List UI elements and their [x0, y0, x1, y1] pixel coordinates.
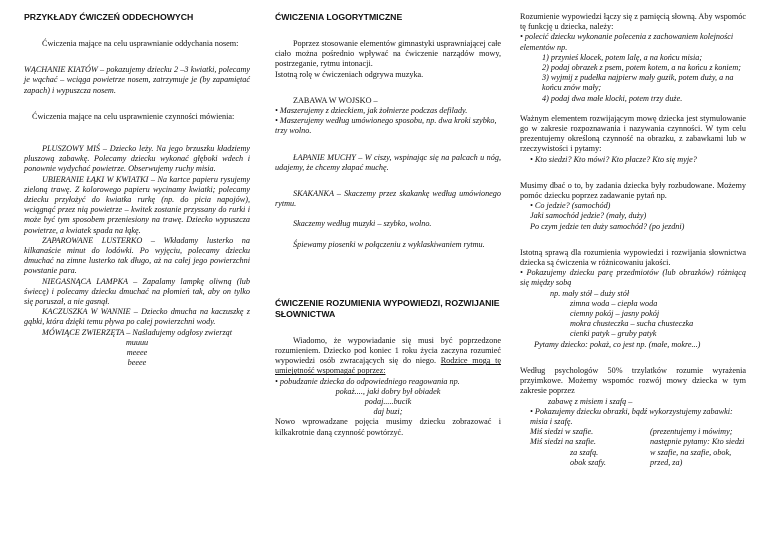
animal-sound: muuuu — [125, 337, 149, 347]
game-army-line: • Maszerujemy według umówionego sposobu, np. dwa kroki szybko, trzy wolno. — [275, 116, 497, 136]
quality-pair: ciemny pokój – jasny pokój — [570, 309, 660, 319]
comprehension-title: ĆWICZENIE ROZUMIENIA WYPOWIEDZI, ROZWIJANIE SŁOWNICTWA — [275, 297, 500, 319]
memory-step: 3) wyjmij z pudełka najpierw mały guzik, potem duży, a na końcu znów mały; — [542, 73, 734, 93]
preposition-example: za szafą. — [570, 447, 599, 457]
quality-question: Pytamy dziecko: pokaż, co jest np. (małe, mokre...) — [534, 339, 701, 349]
prepositions-examples — [520, 427, 746, 468]
preposition-example: Miś siedzi w szafie. — [530, 427, 594, 437]
memory-step: 2) podaj obrazek z psem, potem kotem, a na końcu z koniem; — [542, 63, 741, 73]
exercise-smelling-flowers: WĄCHANIE KIATÓW – pokazujemy dziecku 2 –3 kwiatki, polecamy je wąchać – wciąga powietrze nosem, zatrzymuje je (by zapamiętać zapach) i wypuszcza nosem. — [24, 65, 250, 95]
exercise-duck: KACZUSZKA W WANNIE – Dziecko dmucha na kaczuszkę z gąbki, która dzięki temu pływa po całej powierzchni wody. — [24, 307, 250, 327]
game-jump-rope: SKAKANKA – Skaczemy przez skakankę według umówionego rytmu. — [275, 189, 501, 209]
prepositions-remark: (prezentujemy i mówimy; następnie pytamy: Kto siedzi w szafie, na szafie, obok, przed, za) — [650, 427, 745, 467]
question-example: Jaki samochód jedzie? (mały, duży) — [530, 211, 647, 221]
questions-paragraph: Musimy dbać o to, by zadania dziecka były rozbudowane. Możemy pomóc dziecku poprzez zadawanie pytań np. — [520, 180, 746, 201]
logorhythmic-music-note: Istotną rolę w ćwiczeniach odgrywa muzyka. — [275, 69, 424, 79]
preposition-example: Miś siedzi na szafie. — [530, 437, 596, 447]
exercise-steamed-mirror: ZAPAROWANE LUSTERKO – Wkładamy lusterko na kilkanaście minut do lodówki. Po wyjęciu, polecamy dziecku dmuchać na zimne lusterko tak długo, aż na całej jego powierzchni powstanie para. — [24, 235, 250, 276]
column-logorhythmic — [275, 12, 501, 438]
breathing-intro: Ćwiczenia mające na celu usprawnianie oddychania nosem: — [42, 39, 239, 48]
exercise-meadow-flowers: UBIERANIE ŁĄKI W KWIATKI – Na kartce papieru rysujemy zieloną trawę. Z kolorowego papieru wycinamy kwiatki; polecamy dziecku przyłożyć do kwiatka rurkę (np. do picia napojów), wciągnąć przez nią powietrze – kwitek zostanie przyssany do rurki i może być tym sposobem przeniesiony na trawę. Dziecko wypuszcza powietrze, a kwiatek spada na łąkę. — [24, 174, 250, 235]
activities-paragraph: Ważnym elementem rozwijającym mowę dziecka jest stymulowanie go w zakresie rozpoznawania i nazywania czynności. W tym celu prezentujemy określoną czynność na obrazku, z zabawkami lub w rzeczywistości i pytamy: — [520, 113, 746, 154]
quality-pair: zimna woda – ciepła woda — [570, 298, 658, 308]
memory-intro: Rozumienie wypowiedzi łączy się z pamięcią słowną. Aby wspomóc tę funkcję u dziecka, należy: — [520, 12, 746, 32]
column-vocabulary — [520, 12, 746, 468]
quality-pair: np. mały stół – duży stół — [550, 288, 630, 298]
game-jump-rope-music: Skaczemy według muzyki – szybko, wolno. — [293, 219, 432, 229]
activities-questions: • Kto siedzi? Kto mówi? Kto płacze? Kto się myje? — [530, 154, 697, 164]
game-army-line: • Maszerujemy z dzieckiem, jak żołnierze podczas defilady. — [275, 106, 468, 116]
prepositions-game: zabawę z misiem i szafą – — [548, 396, 633, 406]
game-army-title: ZABAWA W WOJSKO – — [293, 95, 378, 105]
logorhythmic-intro: Poprzez stosowanie elementów gimnastyki usprawniającej całe ciało można pośrednio wpływać na ćwiczenie narządów mowy, postrzeganie, rytmu intonacji. — [275, 39, 501, 69]
speaking-intro: Ćwiczenia mające na celu usprawnienie czynności mówienia: — [32, 111, 235, 121]
question-example: Po czym jedzie ten duży samochód? (po jezdni) — [530, 221, 685, 231]
game-singing: Śpiewamy piosenki w połączeniu z wyklaskiwaniem rytmu. — [293, 239, 485, 249]
exercise-animals: MÓWIĄCE ZWIERZĘTA – Naśladujemy odgłosy zwierząt — [42, 327, 233, 337]
quality-bullet: • Pokazujemy dziecku parę przedmiotów (lub obrazków) różniącą się między sobą — [520, 268, 746, 288]
comprehension-underlined: Rodzice mogą tę umiejętność wspomagać poprzez: — [275, 356, 502, 376]
comprehension-bullet: • pobudzanie dziecka do odpowiedniego reagowania np. — [275, 376, 460, 386]
comprehension-intro-text: Wiadomo, że wypowiadanie się musi być poprzedzone rozumieniem. Dziecko pod koniec 1 roku życia zaczyna rozumieć wypowiedzi osób zwracających się do niego. — [275, 335, 501, 366]
quality-paragraph: Istotną sprawą dla rozumienia wypowiedzi i rozwijania słownictwa dziecka są ćwiczenia w różnicowaniu jakości. — [520, 247, 746, 268]
preposition-example: obok szafy. — [570, 457, 606, 467]
comprehension-outro: Nowo wprowadzane pojęcia musimy dziecku zobrazować i kilkakrotnie daną czynność powtórzyć. — [275, 417, 501, 437]
question-example: • Co jedzie? (samochód) — [530, 201, 611, 211]
command-example: pokaż...., jaki dobry był obiadek — [335, 386, 441, 396]
memory-step: 4) podaj dwa małe klocki, potem trzy duże. — [542, 93, 683, 103]
comprehension-intro — [275, 336, 501, 377]
memory-bullet: • polecić dziecku wykonanie polecenia z zachowaniem kolejności elementów np. — [520, 32, 734, 52]
animal-sound: beeee — [127, 358, 147, 368]
prepositions-bullet: • Pokazujemy dziecku obrazki, bądź wykorzystujemy zabawki: misia i szafę. — [530, 406, 733, 426]
memory-step: 1) przynieś klocek, potem lalę, a na końcu misia; — [542, 52, 703, 62]
animal-sound: meeee — [126, 348, 148, 358]
prepositions-paragraph: Według psychologów 50% trzylatków rozumie wyrażenia przyimkowe. Możemy wspomóc rozwój mowy dziecka w tym zakresie poprzez — [520, 365, 746, 396]
breathing-title: PRZYKŁADY ĆWICZEŃ ODDECHOWYCH — [24, 12, 194, 22]
logorhythmic-title: ĆWICZENIA LOGORYTMICZNE — [275, 12, 403, 22]
column-breathing — [24, 12, 250, 368]
command-example: podaj.....bucik — [364, 397, 412, 407]
command-example: daj buzi; — [373, 407, 403, 417]
quality-pair: mokra chusteczka – sucha chusteczka — [570, 319, 694, 329]
exercise-lamp: NIEGASNĄCA LAMPKA – Zapalamy lampkę oliwną (lub świecę) i polecamy dziecku dmuchać na płomień tak, aby on tylko się poruszał, a nie gasnął. — [24, 276, 250, 307]
quality-pair: cienki patyk – gruby patyk — [570, 329, 657, 339]
game-catch-fly: ŁAPANIE MUCHY – W ciszy, wspinając się na palcach u nóg, udajemy, że chcemy złapać muchę. — [275, 152, 501, 172]
exercise-teddy-bear: PLUSZOWY MIŚ – Dziecko leży. Na jego brzuszku kładziemy pluszową zabawkę. Polecamy dziecku wykonać głęboki wdech i ponownie wydychać powietrze. Obserwujemy ruchy misia. — [24, 144, 250, 174]
